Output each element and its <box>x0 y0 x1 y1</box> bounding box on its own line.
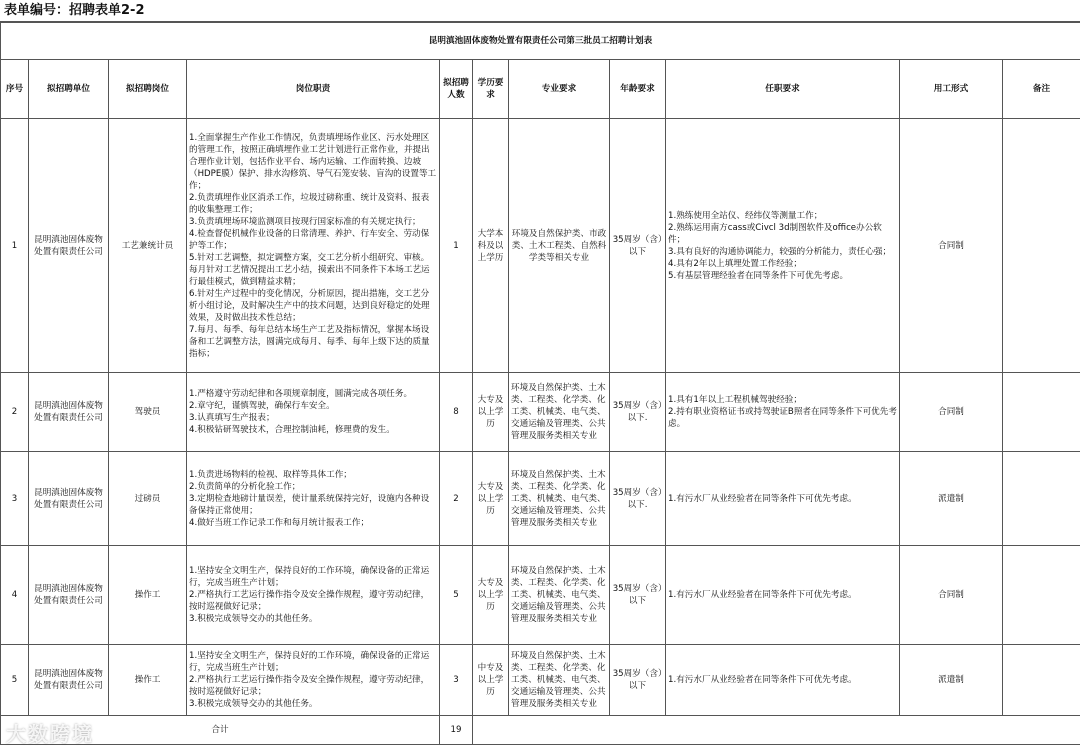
header-requirements: 任职要求 <box>666 60 900 119</box>
header-count: 拟招聘人数 <box>440 60 473 119</box>
duty-item: 1.坚持安全文明生产，保持良好的工作环境，确保设备的正常运行，完成当班生产计划； <box>189 566 430 588</box>
row-age: 35周岁（含）以下. <box>610 452 666 546</box>
row-age: 35周岁（含）以下 <box>610 645 666 716</box>
row-no: 2 <box>1 373 29 452</box>
row-duties <box>187 452 440 546</box>
total-row <box>1 716 1080 745</box>
row-no: 5 <box>1 645 29 716</box>
row-duties <box>187 546 440 645</box>
requirement-item: 3.具有良好的沟通协调能力，较强的分析能力，责任心强； <box>668 246 892 257</box>
duty-item: 3.积极完成领导交办的其他任务。 <box>189 614 318 624</box>
duty-item: 1.全面掌握生产作业工作情况，负责填埋场作业区、污水处理区的管理工作，按照正确填埋作业工艺计划进行正常作业，并提出合理作业计划，包括作业平台、场内运输、工作面转换、边坡（HDPE膜）保护、排水沟修筑、导气石笼安装、盲沟的设置等工作； <box>189 132 437 191</box>
requirement-item: 4.具有2年以上填埋处置工作经验； <box>668 258 802 269</box>
row-major: 环境及自然保护类、市政类、土木工程类、自然科学类等相关专业 <box>509 119 610 373</box>
row-no: 1 <box>1 119 29 373</box>
row-requirements <box>666 452 900 546</box>
header-employment-form: 用工形式 <box>900 60 1003 119</box>
table-row <box>1 645 1080 716</box>
row-requirements <box>666 546 900 645</box>
duty-item: 5.针对工艺调整，拟定调整方案，交工艺分析小组研究、审核。每月针对工艺情况提出工艺小结，摸索出不同条件下本场工艺运行最佳模式，做到精益求精； <box>189 252 430 287</box>
duty-item: 1.严格遵守劳动纪律和各项规章制度，圆满完成各项任务。 <box>189 389 413 399</box>
row-major: 环境及自然保护类、土木类、工程类、化学类、化工类、机械类、电气类、交通运输及管理类、公共管理及服务类相关专业 <box>509 373 610 452</box>
requirement-item: 1.具有1年以上工程机械驾驶经验； <box>668 395 802 405</box>
row-employment-form: 合同制 <box>900 119 1003 373</box>
row-unit: 昆明滇池固体废物处置有限责任公司 <box>29 645 109 716</box>
duty-item: 2.章守纪，谨慎驾驶，确保行车安全。 <box>189 401 335 411</box>
row-duties <box>187 373 440 452</box>
header-unit: 拟招聘单位 <box>29 60 109 119</box>
row-education: 大学本科及以上学历 <box>473 119 509 373</box>
total-empty <box>473 716 1080 745</box>
table-row <box>1 452 1080 546</box>
requirement-item: 1.熟练使用全站仪、经纬仪等测量工作； <box>668 210 823 221</box>
row-duties <box>187 645 440 716</box>
row-post: 操作工 <box>109 546 187 645</box>
row-note <box>1003 119 1080 373</box>
row-note <box>1003 546 1080 645</box>
row-major: 环境及自然保护类、土木类、工程类、化学类、化工类、机械类、电气类、交通运输及管理类、公共管理及服务类相关专业 <box>509 546 610 645</box>
recruitment-plan-table <box>0 22 1080 745</box>
duty-item: 4.积极钻研驾驶技术，合理控制油耗，修理费的发生。 <box>189 425 395 435</box>
duty-item: 3.定期检查地磅计量误差，使计量系统保持完好，设施内各种设备保持正常使用； <box>189 493 430 516</box>
duty-item: 3.负责填埋场环境监测项目按现行国家标准的有关规定执行； <box>189 216 421 227</box>
row-no: 4 <box>1 546 29 645</box>
requirement-item: 1.有污水厂从业经验者在同等条件下可优先考虑。 <box>668 493 857 504</box>
row-unit: 昆明滇池固体废物处置有限责任公司 <box>29 546 109 645</box>
duty-item: 4.检查督促机械作业设备的日常清理、养护、行车安全、劳动保护等工作； <box>189 228 430 251</box>
row-post: 操作工 <box>109 645 187 716</box>
table-row <box>1 119 1080 373</box>
header-major: 专业要求 <box>509 60 610 119</box>
row-employment-form: 派遣制 <box>900 452 1003 546</box>
row-employment-form: 派遣制 <box>900 645 1003 716</box>
row-post: 过磅员 <box>109 452 187 546</box>
row-requirements <box>666 373 900 452</box>
duty-item: 2.严格执行工艺运行操作指令及安全操作规程，遵守劳动纪律，按时巡视做好记录； <box>189 590 430 612</box>
row-age: 35周岁（含）以下 <box>610 546 666 645</box>
table-row <box>1 373 1080 452</box>
header-age: 年龄要求 <box>610 60 666 119</box>
requirement-item: 1.有污水厂从业经验者在同等条件下可优先考虑。 <box>668 590 857 600</box>
row-note <box>1003 645 1080 716</box>
row-count: 1 <box>440 119 473 373</box>
row-duties <box>187 119 440 373</box>
row-employment-form: 合同制 <box>900 373 1003 452</box>
header-note: 备注 <box>1003 60 1080 119</box>
requirement-item: 5.有基层管理经验者在同等条件下可优先考虑。 <box>668 270 849 281</box>
duty-item: 3.认真填写生产报表； <box>189 413 275 423</box>
row-requirements <box>666 119 900 373</box>
row-major: 环境及自然保护类、土木类、工程类、化学类、化工类、机械类、电气类、交通运输及管理类、公共管理及服务类相关专业 <box>509 645 610 716</box>
header-post: 拟招聘岗位 <box>109 60 187 119</box>
row-major: 环境及自然保护类、土木类、工程类、化学类、化工类、机械类、电气类、交通运输及管理类、公共管理及服务类相关专业 <box>509 452 610 546</box>
row-no: 3 <box>1 452 29 546</box>
header-duties: 岗位职责 <box>187 60 440 119</box>
form-number: 表单编号：招聘表单2-2 <box>0 0 1080 22</box>
header-row <box>1 60 1080 119</box>
row-count: 8 <box>440 373 473 452</box>
row-requirements <box>666 645 900 716</box>
duty-item: 6.针对生产过程中的变化情况，分析原因，提出措施，交工艺分析小组讨论，及时解决生产中的技术问题，达到良好稳定的处理效果，及时做出技术性总结； <box>189 288 430 323</box>
duty-item: 2.严格执行工艺运行操作指令及安全操作规程，遵守劳动纪律，按时巡视做好记录； <box>189 675 430 697</box>
row-employment-form: 合同制 <box>900 546 1003 645</box>
row-age: 35周岁（含）以下. <box>610 373 666 452</box>
row-note <box>1003 452 1080 546</box>
row-count: 5 <box>440 546 473 645</box>
duty-item: 2.负责简单的分析化验工作； <box>189 481 301 492</box>
header-no: 序号 <box>1 60 29 119</box>
row-education: 大专及以上学历 <box>473 452 509 546</box>
header-education: 学历要求 <box>473 60 509 119</box>
duty-item: 7.每月、每季、每年总结本场生产工艺及指标情况，掌握本场设备和工艺调整方法，圆满完成每月、每季、每年上级下达的质量指标； <box>189 324 430 359</box>
requirement-item: 2.持有职业资格证书或持驾驶证B照者在同等条件下可优先考虑。 <box>668 407 897 429</box>
table-row <box>1 546 1080 645</box>
row-unit: 昆明滇池固体废物处置有限责任公司 <box>29 119 109 373</box>
row-education: 中专及以上学历 <box>473 645 509 716</box>
total-label: 合计 <box>1 716 440 745</box>
table-title: 昆明滇池固体废物处置有限责任公司第三批员工招聘计划表 <box>1 23 1080 60</box>
requirement-item: 2.熟练运用南方cass或Civcl 3d制图软件及office办公软件； <box>668 222 882 245</box>
duty-item: 1.坚持安全文明生产，保持良好的工作环境，确保设备的正常运行，完成当班生产计划； <box>189 651 430 673</box>
duty-item: 1.负责进场物料的检视、取样等具体工作； <box>189 469 352 480</box>
row-count: 2 <box>440 452 473 546</box>
row-age: 35周岁（含）以下 <box>610 119 666 373</box>
duty-item: 4.做好当班工作记录工作和每月统计报表工作； <box>189 517 370 528</box>
row-count: 3 <box>440 645 473 716</box>
duty-item: 2.负责填埋作业区消杀工作，垃圾过磅称重、统计及资料、报表的收集整理工作； <box>189 192 430 215</box>
watermark-logo: 大数跨境 <box>6 722 94 746</box>
row-unit: 昆明滇池固体废物处置有限责任公司 <box>29 373 109 452</box>
row-unit: 昆明滇池固体废物处置有限责任公司 <box>29 452 109 546</box>
row-post: 驾驶员 <box>109 373 187 452</box>
total-count: 19 <box>440 716 473 745</box>
requirement-item: 1.有污水厂从业经验者在同等条件下可优先考虑。 <box>668 675 857 685</box>
row-note <box>1003 373 1080 452</box>
row-education: 大专及以上学历 <box>473 373 509 452</box>
duty-item: 3.积极完成领导交办的其他任务。 <box>189 699 318 709</box>
row-education: 大专及以上学历 <box>473 546 509 645</box>
row-post: 工艺兼统计员 <box>109 119 187 373</box>
